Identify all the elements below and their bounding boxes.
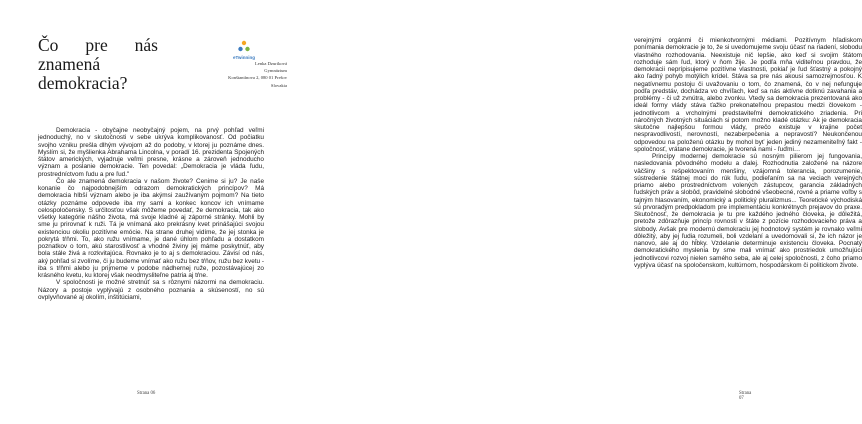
etwinning-logo	[229, 40, 259, 60]
country: Slovakia	[270, 82, 287, 88]
paragraph: Demokracia - obyčajne neobyčajný pojem, na prvý pohľad veľmi jednoduchý, no v skutočnosti v sebe ukrýva komplikovanosť. Od počiatku svojho vzniku prešla dlhým vývojom až do podoby, v ktorej ju poznáme dnes. Myslím si, že myšlienka Abrahama Lincolna, v poradí 16. prezidenta Spojených štátov amerických, vyjadruje veľmi presne, krásne a zároveň jednoducho význam a poslanie demokracie. Ten povedal: „Demokracia je vláda ľudu, prostredníctvom ľudu a pre ľud."	[38, 127, 264, 178]
school-address: Konštantínova 2, 080 01 Prešov	[228, 75, 287, 81]
paragraph: Princípy modernej demokracie sú nosným pilierom jej fungovania, nasledovania pôvodného modelu a ďalej. Rozhodnutia založené na názore väčšiny s rešpektovaním menšiny, vzájomná tolerancia, porozumenie, sústredenie štátnej moci do rúk ľudu, podieľaním sa na veciach verejných priamo alebo prostredníctvom volených zástupcov, garancia základných ľudských práv a slobôd, pravidelné slobodné všeobecné, rovné a priame voľby s tajným hlasovaním, ekonomický a politický pluralizmus... Teoretické východiská sú prvoradým predpokladom pre implementáciu konkrétnych prejavov do praxe. Skutočnosť, že demokracia je tu pre každého jedného človeka, je dôležitá, pretože zdôrazňuje princíp rovnosti v štáte z pozície rozhodovacieho práva a slobody. Avšak pre modernú demokraciu jej hodnotový systém je rovnako veľmi dôležitý, aby jej ľudia rozumeli, boli vzdelaní a uvedomovali si, že ich názor je nanovo, ale aj do hĺbky. Vzdelanie determinuje existenciu človeka. Pocnatý demokratického myslenia by sme mali vnímať ako prostriedok umožňujúci jednotlivcovi rozvoj nielen samého seba, ale aj celej spoločnosti, z čoho priamo vyplýva účasť na spoločenskom, kultúrnom, hospodárskom či politickom živote.	[634, 153, 862, 269]
paragraph: Čo ale znamená demokracia v našom živote? Cenime si ju? Je naše konanie čo najpodobnejším odrazom demokratických princípov? Má demokracia hlbší význam alebo je iba akýmsi zaužívaným pojmom? Na tieto otázky poznáme odpovede iba my sami a konkec koncov ich vnímame celospoločensky. S určitosťou však môžeme povedať, že demokracia, tak ako všetky kategórie nášho života, má svoje kladné aj záporné stránky. Mohli by sme ju prirovnať k ruži. Tá je vnímaná ako prekrásny kvet prinášajúci svojou existenciou okoliu pozitívne emócie. Na strane druhej vidíme, že jej stonka je pokrytá tŕňmi. To, ako ružu vnímame, je dané úhlom pohľadu a dostatkom poznatkov o tom, akú starostlivosť a vhodné živiny jej máme poskytnúť, aby bola stále živá a rozkvitajúca. Rovnako je to aj s demokraciou. Závisí od nás, aký pohľad si zvolíme, či ju budeme vnímať ako ružu bez tŕňov, ružu bez kvetu - iba s tŕňmi alebo ju prijmeme v podobe nádhernej ruže, pozostávajúcej zo krásného kvetu, ku ktorej však neodmysliteľne patria aj tŕne.	[38, 177, 264, 279]
left-page	[0, 0, 300, 424]
left-body-text	[38, 127, 264, 301]
school-name: Gymnázium	[264, 68, 287, 74]
title-line: Čo pre nás	[38, 35, 158, 55]
etwinning-logo-icon	[237, 40, 251, 54]
paragraph: verejnými orgánmi či mienkotvornými médiami. Pozitívnym hľadiskom ponímania demokracie je to, že si uvedomujeme svoju účasť na riadení, slobodu vlastného rozhodovania. Neexistuje nič lepšie, ako keď si svojim štátom rozhoduje sám ľud, ktorý v ňom žije. Je podľa mňa viditeľnou pravdou, že demokracii neprípisujeme pozitívne vlastnosti, pokiaľ je ľud šťastný a pokojný ako ľadný pohyb motýlich krídel. Stáva sa pre nás akousi samozrejmosťou. K negatívnemu postoju či uvažovaniu o tom, čo znamená, čo v nej nefunguje podľa predstáv, dochádza vo chvíľach, keď sa nás aktívne dotknú zavahania a problémy - či už zvnútra, alebo zvonku. Vtedy sa demokracia prezentovaná ako ideál formy vlády stáva ťažko prekonateľnou prepastou medzi človekom - jednotlivcom a vrcholnými predstaviteľmi demokratického zriadenia. Pri náročných životných situáciách si potom možno kladé otázku: Ak je demokracia skutočne najlepšou formou vlády, prečo existuje v krajine počet nespravodlivostí, nerovností, nezaberpečenia a nepravostí? Neukončenou odpovedou na položenú otázku by mohol byť jeden jediný nezameniteľný fakt - spoločnosť, vrátane demokracie, je tvorená nami - ľuďmi…	[634, 37, 862, 153]
right-body-text	[634, 37, 862, 269]
page-number-left: Strana 06	[137, 391, 156, 396]
page-number-right: Strana 07	[739, 391, 752, 401]
author-block	[197, 60, 287, 89]
paragraph: V spoločnosti je možné stretnúť sa s rôznymi názormi na demokraciu. Názory a postoje vyplývajú z osobného poznania a skúseností, no sú ovplyvňované aj okolím, inštitúciami,	[38, 279, 264, 301]
title-line: znamená	[38, 54, 101, 74]
title-line: demokracia?	[38, 73, 128, 93]
author-name: Lenka Dzuriková	[254, 61, 287, 66]
logo-text: eTwinning	[233, 55, 255, 60]
right-page	[300, 0, 862, 424]
article-title	[38, 36, 158, 93]
